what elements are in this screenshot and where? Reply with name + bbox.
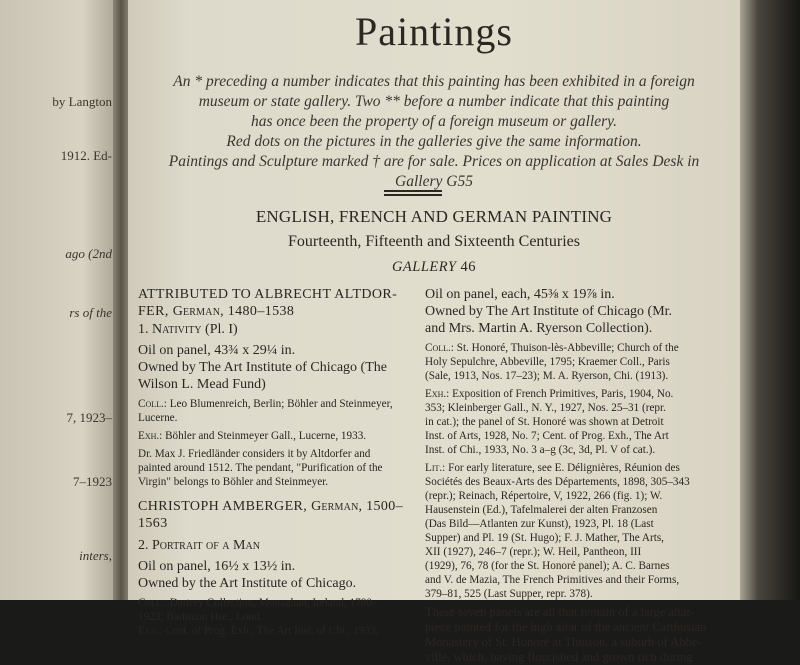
collection-text: Leo Blumenreich, Berlin; Böhler and Steinmeyer, <box>169 398 393 410</box>
exhibition-text: Exposition of French Primitives, Paris, 1904, No. <box>452 388 674 400</box>
collection-line: Lucerne. <box>138 412 178 424</box>
artist-dates-cont: 1563 <box>138 516 168 531</box>
left-page <box>0 0 118 600</box>
gallery-heading <box>128 259 740 276</box>
catalog-column-left <box>138 286 413 638</box>
exhibition-label: Exh.: <box>138 430 163 442</box>
gallery-number: 46 <box>460 259 477 275</box>
artist-nationality: German, <box>311 499 363 514</box>
artist-name-part: CHRISTOPH AMBERGER, <box>138 499 308 514</box>
page-title: Paintings <box>355 9 513 54</box>
right-page <box>128 0 740 664</box>
left-fragment: inters, <box>79 548 112 563</box>
medium-line: Oil on panel, 43¾ x 29¼ in. <box>138 343 296 358</box>
collection-label: Coll.: <box>425 342 454 354</box>
literature-text: For early literature, see E. Délignières, Réunion des <box>448 462 680 474</box>
collection-line: (Sale, 1913, Nos. 17–23); M. A. Ryerson, Chi. (1913). <box>425 370 669 382</box>
owner-line: Owned by the Art Institute of Chicago. <box>138 576 357 591</box>
note-line: Virgin" belongs to Böhler and Steinmeyer. <box>138 476 329 488</box>
note-line: painted around 1512. The pendant, "Purification of the <box>138 462 383 474</box>
intro-line: museum or state gallery. Two ** before a number indicate that this painting <box>198 93 670 110</box>
artwork-number: 1. <box>138 322 149 337</box>
page-edge-shadow <box>740 0 800 600</box>
literature-line: (Das Bild—Atlanten zur Kunst), 1923, Pl. 18 (Last <box>425 518 654 530</box>
exhibition-text: Cent. of Prog. Exh., The Art Inst. of Chi., 1933, <box>165 625 379 637</box>
plate-ref: (Pl. I) <box>205 322 238 337</box>
catalog-column-right <box>425 286 725 665</box>
literature-line: 379–81, 525 (Last Supper, repr. 378). <box>425 588 593 600</box>
note-line: Dr. Max J. Friedländer considers it by Altdorfer and <box>138 448 371 460</box>
collection-line <box>425 341 725 355</box>
divider-rule <box>384 190 442 192</box>
artist-nationality: German, <box>172 304 224 319</box>
literature-line: XII (1927), 246–7 (repr.); W. Heil, Pantheon, III <box>425 546 642 558</box>
artwork-name: Nativity <box>152 322 202 337</box>
collection-line <box>138 596 413 610</box>
exhibition-line: in cat.); the panel of St. Honoré was shown at Detroit <box>425 416 664 428</box>
intro-line: Red dots on the pictures in the galleries give the same information. <box>226 133 642 150</box>
owner-line: and Mrs. Martin A. Ryerson Collection). <box>425 321 653 336</box>
intro-note <box>138 72 730 192</box>
intro-line: An * preceding a number indicates that this painting has been exhibited in a foreign <box>173 73 695 90</box>
artist-heading: ATTRIBUTED TO ALBRECHT ALTDOR- <box>138 287 398 302</box>
exhibition-line: Inst. of Arts, 1928, No. 7; Cent. of Prog. Exh., The Art <box>425 430 669 442</box>
literature-line: (1929), 76, 78 (for the St. Honoré panel); A. C. Barnes <box>425 560 670 572</box>
literature-label: Lit.: <box>425 462 446 474</box>
medium-line: Oil on panel, 16½ x 13½ in. <box>138 559 296 574</box>
literature-line: and V. de Mazia, The French Primitives and their Forms, <box>425 574 680 586</box>
gallery-word: GALLERY <box>391 259 457 275</box>
collection-line: 1923; Barbizon Hse., Lond. <box>138 611 263 623</box>
left-fragment: 7, 1923– <box>66 410 112 425</box>
collection-text: Dartrey Collection, Monaghan, Ireland, 1780– <box>169 597 378 609</box>
collection-label: Coll.: <box>138 398 167 410</box>
collection-line: Holy Sepulchre, Abbeville, 1795; Kraemer Coll., Paris <box>425 356 670 368</box>
artist-dates: 1480–1538 <box>227 304 295 319</box>
owner-line: Owned by The Art Institute of Chicago (Mr. <box>425 304 673 319</box>
left-fragment: by Langton <box>52 94 112 109</box>
artist-heading <box>138 498 413 515</box>
literature-line: (repr.); Reinach, Répertoire, V, 1922, 266 (fig. 1); W. <box>425 490 663 502</box>
intro-line: Paintings and Sculpture marked † are for sale. Prices on application at Sales Desk in <box>168 153 700 170</box>
exhibition-label: Exh.: <box>138 625 163 637</box>
literature-line: Hausenstein (Ed.), Tafelmalerei der alten Franzosen <box>425 504 658 516</box>
description-line: piece painted for the high altar of the ancient Carthusian <box>425 620 707 634</box>
exhibition-label: Exh.: <box>425 388 450 400</box>
artwork-name: Portrait of a Man <box>152 538 260 553</box>
artist-name-part: FER, <box>138 304 169 319</box>
left-fragment: rs of the <box>69 305 112 320</box>
medium-line: Oil on panel, each, 45⅜ x 19⅞ in. <box>425 287 615 302</box>
divider-rule <box>384 194 442 196</box>
exhibition-line <box>138 429 413 443</box>
owner-line: Wilson L. Mead Fund) <box>138 377 266 392</box>
owner-line: Owned by The Art Institute of Chicago (The <box>138 360 387 375</box>
left-fragment: ago (2nd <box>65 246 112 261</box>
left-fragment: 1912. Ed- <box>60 148 112 163</box>
collection-label: Coll.: <box>138 597 167 609</box>
exhibition-text: Böhler and Steinmeyer Gall., Lucerne, 1933. <box>165 430 367 442</box>
artwork-number: 2. <box>138 538 149 553</box>
artwork-title <box>138 321 413 338</box>
description-line: ville, which, having flourished and grown rich during <box>425 650 693 664</box>
section-subtitle: Fourteenth, Fifteenth and Sixteenth Centuries <box>288 233 580 250</box>
description-line: Monastery of St. Honoré at Thuison, a suburb of Abbe- <box>425 635 702 649</box>
artist-heading-cont <box>138 303 413 320</box>
literature-line: Sociétés des Beaux-Arts des Départements, 1898, 305–343 <box>425 476 690 488</box>
exhibition-line <box>138 624 413 638</box>
artist-dates: 1500– <box>366 499 404 514</box>
literature-line: Supper) and Pl. 19 (St. Hugo); F. J. Mather, The Arts, <box>425 532 664 544</box>
left-fragment: 7–1923 <box>73 474 112 489</box>
collection-text: St. Honoré, Thuison-lès-Abbeville; Church of the <box>456 342 679 354</box>
collection-line <box>138 397 413 411</box>
section-title: ENGLISH, FRENCH AND GERMAN PAINTING <box>255 207 613 226</box>
exhibition-line: Inst. of Chi., 1933, No. 3 a–g (3c, 3d, Pl. V of cat.). <box>425 444 656 456</box>
literature-line <box>425 461 725 475</box>
intro-line: has once been the property of a foreign museum or gallery. <box>250 113 618 130</box>
description-line: These seven panels are all that remain of a large altar- <box>425 605 695 619</box>
intro-line: Gallery G55 <box>395 173 473 190</box>
exhibition-line: 353; Kleinberger Gall., N. Y., 1927, Nos. 25–31 (repr. <box>425 402 666 414</box>
exhibition-line <box>425 387 725 401</box>
artwork-title <box>138 537 413 554</box>
